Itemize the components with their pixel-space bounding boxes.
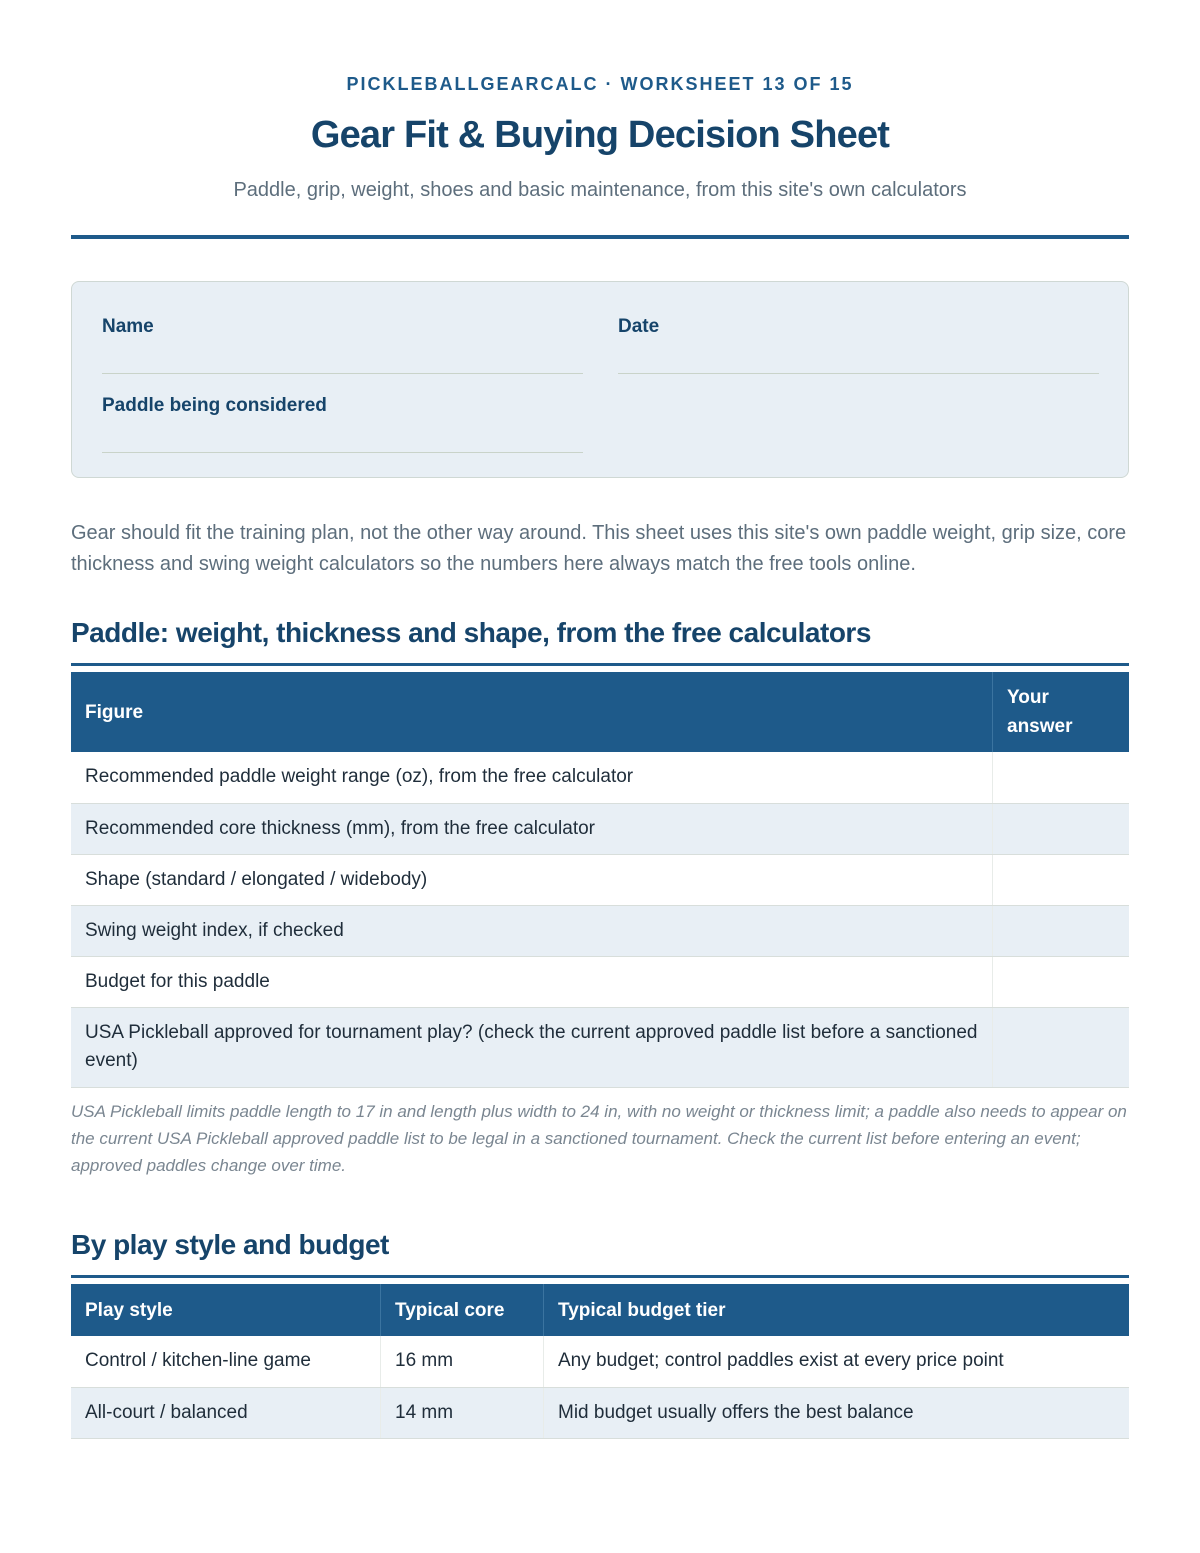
figure-cell: USA Pickleball approved for tournament play? (check the current approved paddle list before a sanctioned event): [71, 1007, 993, 1087]
page-title: Gear Fit & Buying Decision Sheet: [310, 114, 890, 156]
answer-cell[interactable]: [993, 752, 1130, 803]
table-row: [71, 1007, 1129, 1087]
figure-cell: Budget for this paddle: [71, 956, 993, 1007]
paddle-figures-table: [71, 672, 1129, 1088]
intro-paragraph: Gear should fit the training plan, not the other way around. This sheet uses this site's own paddle weight, grip size, core thickness and swing weight calculators so the numbers here always match the free tools online.: [71, 522, 1127, 575]
column-header-play-style: Play style: [71, 1284, 381, 1336]
table-row: [71, 1336, 1129, 1387]
column-header-typical-core: Typical core: [381, 1284, 544, 1336]
budget-cell: Mid budget usually offers the best balance: [544, 1387, 1130, 1438]
answer-cell[interactable]: [993, 905, 1130, 956]
column-header-your-answer: Your answer: [993, 672, 1130, 752]
figure-cell: Recommended paddle weight range (oz), from the free calculator: [71, 752, 993, 803]
paddle-considered-label: Paddle being considered: [102, 395, 327, 416]
table-row: [71, 854, 1129, 905]
table-row: [71, 905, 1129, 956]
core-cell: 16 mm: [381, 1336, 544, 1387]
answer-cell[interactable]: [993, 1007, 1130, 1087]
table-header-row: [71, 1284, 1129, 1336]
budget-cell: Any budget; control paddles exist at every price point: [544, 1336, 1130, 1387]
style-section-rule: [71, 1275, 1129, 1278]
figure-cell: Swing weight index, if checked: [71, 905, 993, 956]
name-label: Name: [102, 316, 154, 337]
paddle-rules-note: USA Pickleball limits paddle length to 17 in and length plus width to 24 in, with no weight or thickness limit; a paddle also needs to appear on the current USA Pickleball approved paddle list to be legal in a sanctioned tournament. Check the current list before entering an event; approved paddles change over time.: [71, 1102, 1127, 1175]
column-header-budget-tier: Typical budget tier: [544, 1284, 1130, 1336]
info-form-card: [71, 281, 1129, 478]
table-row: [71, 956, 1129, 1007]
date-field[interactable]: [618, 316, 1099, 374]
table-row: [71, 752, 1129, 803]
figure-cell: Shape (standard / elongated / widebody): [71, 854, 993, 905]
play-style-cell: All-court / balanced: [71, 1387, 381, 1438]
date-label: Date: [618, 316, 660, 337]
paddle-considered-field[interactable]: [102, 395, 583, 453]
figure-cell: Recommended core thickness (mm), from the free calculator: [71, 803, 993, 854]
table-header-row: [71, 672, 1129, 752]
play-style-table: [71, 1284, 1129, 1439]
paddle-section-heading: Paddle: weight, thickness and shape, from the free calculators: [71, 617, 871, 648]
answer-cell[interactable]: [993, 803, 1130, 854]
paddle-section-rule: [71, 663, 1129, 666]
name-field[interactable]: [102, 316, 583, 374]
column-header-figure: Figure: [71, 672, 993, 752]
page-subtitle: Paddle, grip, weight, shoes and basic maintenance, from this site's own calculators: [233, 179, 967, 201]
table-row: [71, 1387, 1129, 1438]
style-section-heading: By play style and budget: [71, 1229, 389, 1260]
paddle-considered-input-line[interactable]: [102, 452, 583, 453]
answer-cell[interactable]: [993, 956, 1130, 1007]
date-input-line[interactable]: [618, 373, 1099, 374]
table-row: [71, 803, 1129, 854]
core-cell: 14 mm: [381, 1387, 544, 1438]
answer-cell[interactable]: [993, 854, 1130, 905]
name-input-line[interactable]: [102, 373, 583, 374]
play-style-cell: Control / kitchen-line game: [71, 1336, 381, 1387]
worksheet-kicker: PICKLEBALLGEARCALC · WORKSHEET 13 OF 15: [346, 74, 854, 94]
header-divider: [71, 235, 1129, 239]
